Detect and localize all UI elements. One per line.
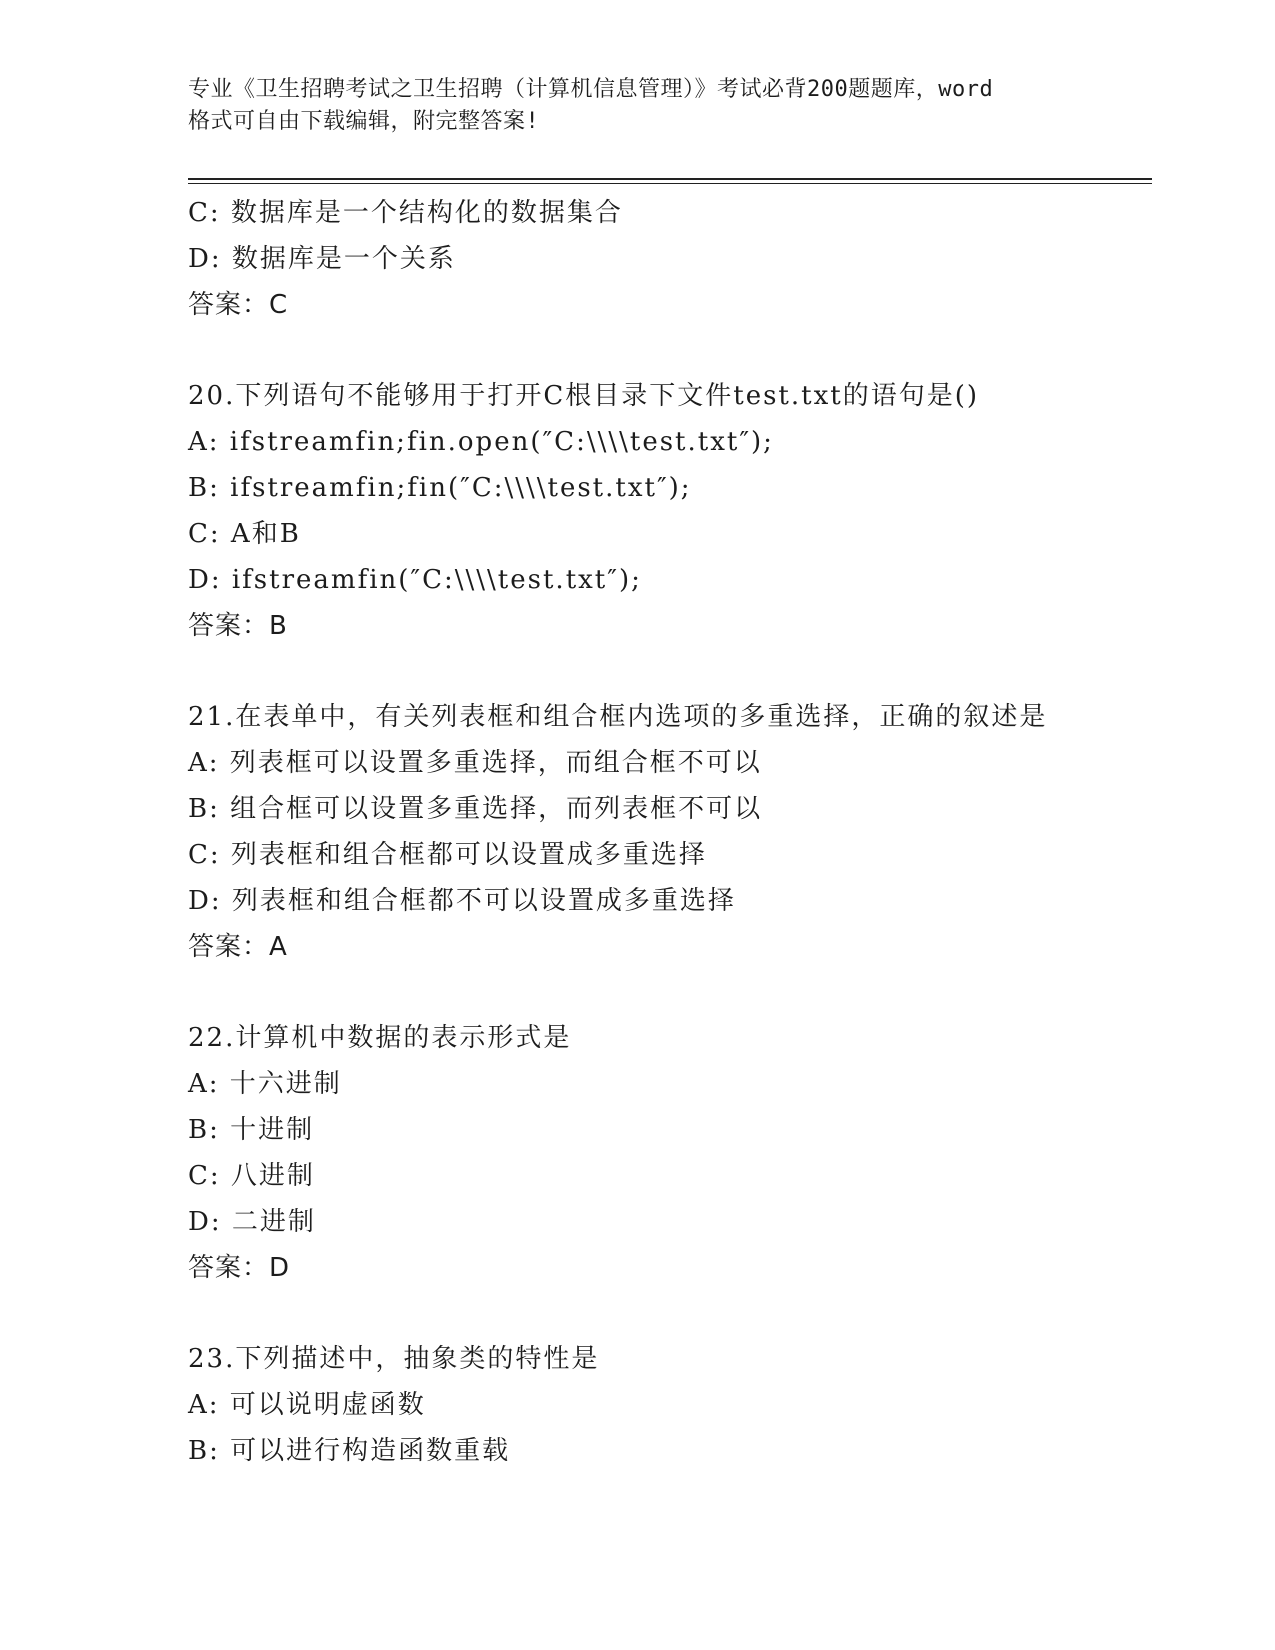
- option-c: C: 数据库是一个结构化的数据集合: [188, 198, 623, 228]
- spacer: [188, 1291, 1148, 1336]
- question-block-23: [188, 1336, 1148, 1474]
- option-d: D: 二进制: [188, 1207, 316, 1237]
- option-d: D: 列表框和组合框都不可以设置成多重选择: [188, 886, 736, 916]
- option-c: C: 八进制: [188, 1161, 315, 1191]
- document-header: [188, 74, 1088, 138]
- answer-line: 答案：D: [188, 1253, 291, 1283]
- option-a: A: 可以说明虚函数: [188, 1390, 426, 1420]
- question-block-22: [188, 1015, 1148, 1291]
- question-stem: 23.下列描述中，抽象类的特性是: [188, 1344, 600, 1374]
- question-block-21: [188, 694, 1148, 970]
- option-b: B: 十进制: [188, 1115, 315, 1145]
- answer-line: 答案：A: [188, 932, 288, 962]
- option-a: A: 十六进制: [188, 1069, 342, 1099]
- option-a: A: ifstreamfin;fin.open(″C:\\\\test.txt″);: [188, 427, 774, 457]
- question-stem: 21.在表单中，有关列表框和组合框内选项的多重选择，正确的叙述是: [188, 702, 1048, 732]
- option-a: A: 列表框可以设置多重选择，而组合框不可以: [188, 748, 762, 778]
- question-block-20: [188, 373, 1148, 649]
- question-block-prev: [188, 190, 1148, 328]
- spacer: [188, 328, 1148, 373]
- header-line: 专业《卫生招聘考试之卫生招聘（计算机信息管理）》考试必背200题题库，word: [188, 77, 994, 102]
- header-divider-thin: [188, 183, 1152, 184]
- question-list: [188, 190, 1148, 1474]
- header-line: 格式可自由下载编辑，附完整答案!: [188, 109, 540, 134]
- spacer: [188, 970, 1148, 1015]
- option-b: B: ifstreamfin;fin(″C:\\\\test.txt″);: [188, 473, 692, 503]
- question-stem: 20.下列语句不能够用于打开C根目录下文件test.txt的语句是(): [188, 381, 979, 411]
- spacer: [188, 649, 1148, 694]
- option-b: B: 组合框可以设置多重选择，而列表框不可以: [188, 794, 763, 824]
- option-b: B: 可以进行构造函数重载: [188, 1436, 511, 1466]
- answer-line: 答案：C: [188, 290, 289, 320]
- answer-line: 答案：B: [188, 611, 288, 641]
- option-c: C: 列表框和组合框都可以设置成多重选择: [188, 840, 707, 870]
- option-d: D: 数据库是一个关系: [188, 244, 456, 274]
- option-d: D: ifstreamfin(″C:\\\\test.txt″);: [188, 565, 642, 595]
- header-divider: [188, 178, 1152, 180]
- option-c: C: A和B: [188, 519, 301, 549]
- question-stem: 22.计算机中数据的表示形式是: [188, 1023, 572, 1053]
